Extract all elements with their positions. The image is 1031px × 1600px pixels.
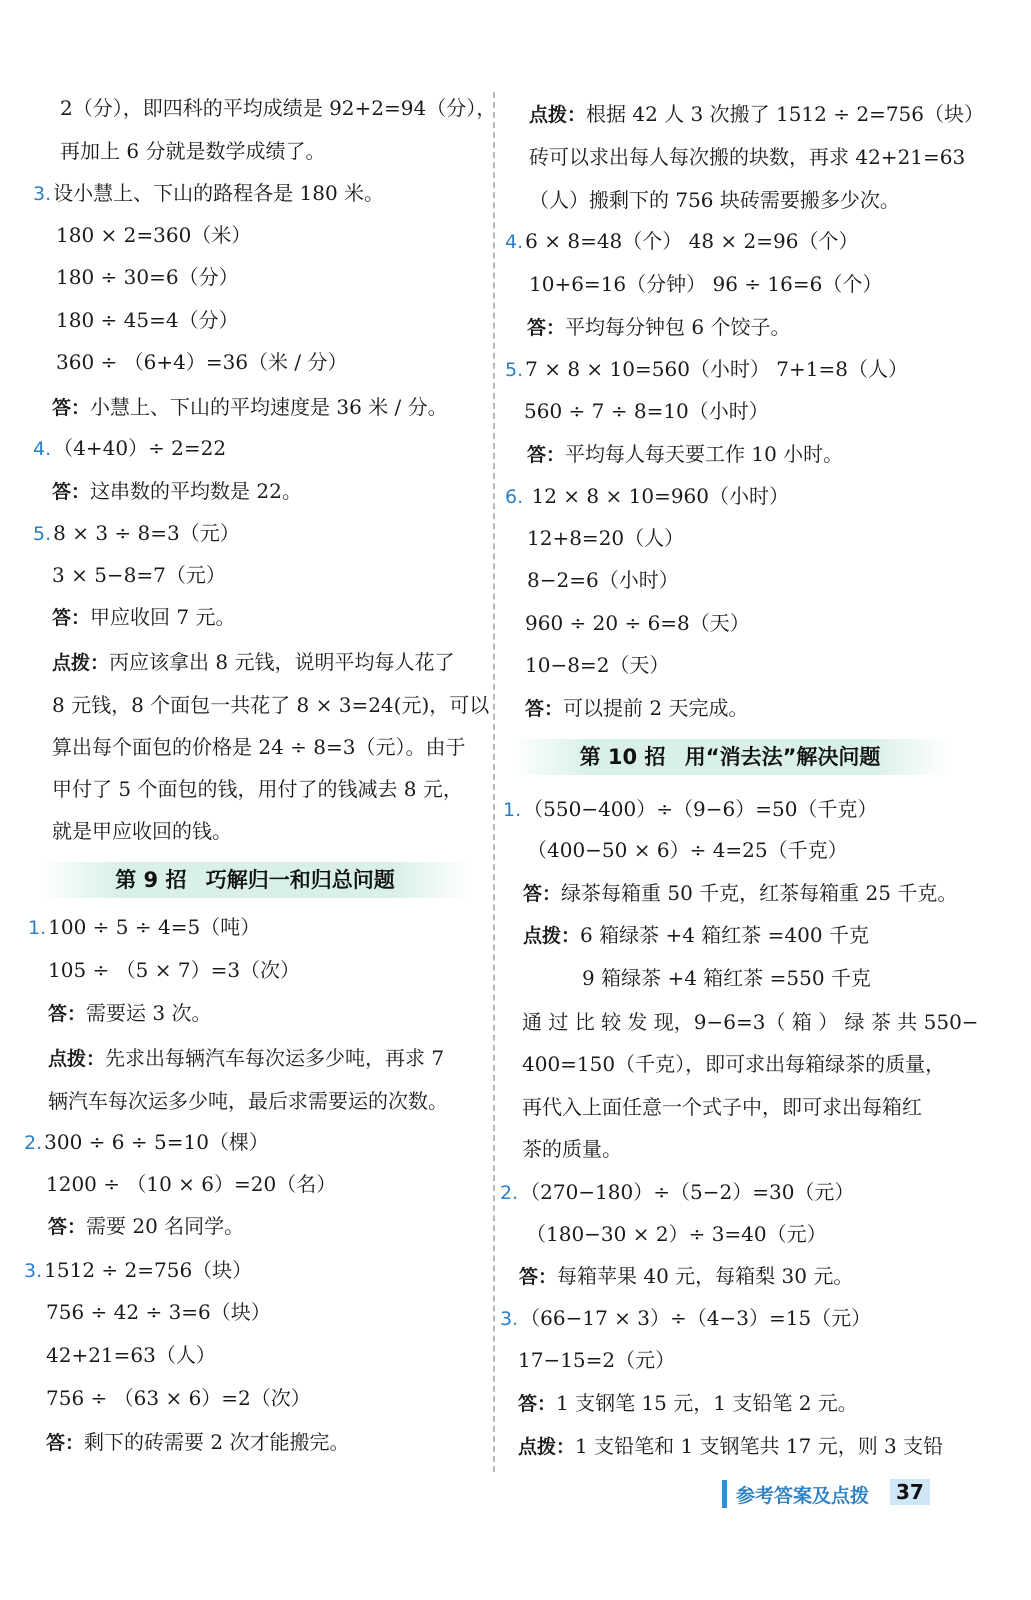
line-text: （66−17 × 3）÷（4−3）=15（元） bbox=[520, 1306, 872, 1330]
line-text: 8 元钱，8 个面包一共花了 8 × 3=24(元)，可以 bbox=[52, 693, 490, 717]
item-number: 4. bbox=[505, 231, 524, 253]
footer-label: 参考答案及点拨 bbox=[736, 1485, 870, 1507]
line-text: （270−180）÷（5−2）=30（元） bbox=[520, 1180, 855, 1204]
line-text: 小慧上、下山的平均速度是 36 米 / 分。 bbox=[90, 395, 448, 419]
line-text: 就是甲应收回的钱。 bbox=[52, 819, 232, 843]
line-text: 400=150（千克），即可求出每箱绿茶的质量， bbox=[522, 1052, 946, 1076]
section-heading-10 bbox=[510, 739, 950, 775]
text-line bbox=[525, 696, 748, 720]
line-text: 甲付了 5 个面包的钱，用付了的钱减去 8 元， bbox=[52, 777, 463, 801]
text-line bbox=[28, 915, 260, 939]
line-text: （400−50 × 6）÷ 4=25（千克） bbox=[527, 838, 848, 862]
text-line bbox=[48, 1001, 211, 1025]
answer-label: 答： bbox=[523, 883, 562, 905]
item-number: 5. bbox=[505, 359, 524, 381]
line-text: 剩下的砖需要 2 次才能搬完。 bbox=[84, 1430, 350, 1454]
item-number: 1. bbox=[28, 917, 47, 939]
text-line bbox=[52, 650, 454, 674]
line-text: 根据 42 人 3 次搬了 1512 ÷ 2=756（块） bbox=[586, 102, 985, 126]
text-line bbox=[60, 139, 325, 163]
text-line bbox=[523, 881, 957, 905]
item-number: 3. bbox=[500, 1308, 519, 1330]
text-line bbox=[522, 1052, 945, 1076]
text-line bbox=[52, 605, 235, 629]
text-line bbox=[505, 229, 858, 253]
text-line bbox=[529, 272, 882, 296]
text-line bbox=[505, 357, 908, 381]
text-line bbox=[52, 777, 463, 801]
answer-label: 答： bbox=[52, 397, 91, 419]
text-line bbox=[56, 223, 251, 247]
text-line bbox=[24, 1130, 269, 1154]
line-text: 6 × 8=48（个） 48 × 2=96（个） bbox=[525, 229, 859, 253]
line-text: 8 × 3 ÷ 8=3（元） bbox=[53, 521, 240, 545]
line-text: 105 ÷ （5 × 7）=3（次） bbox=[48, 958, 301, 982]
text-line bbox=[33, 436, 226, 460]
text-line bbox=[518, 1391, 858, 1415]
text-line bbox=[523, 923, 869, 947]
line-text: （180−30 × 2）÷ 3=40（元） bbox=[526, 1222, 827, 1246]
text-line bbox=[52, 479, 302, 503]
text-line bbox=[33, 181, 384, 205]
answer-label: 答： bbox=[527, 444, 566, 466]
text-line bbox=[500, 1180, 854, 1204]
page-footer bbox=[722, 1478, 922, 1512]
heading-title: 巧解归一和归总问题 bbox=[205, 868, 395, 892]
heading-title: 用“消去法”解决问题 bbox=[684, 745, 881, 769]
answer-label: 答： bbox=[52, 481, 91, 503]
answer-label: 答： bbox=[525, 698, 564, 720]
line-text: 1 支钢笔 15 元，1 支铅笔 2 元。 bbox=[556, 1391, 858, 1415]
text-line bbox=[527, 442, 843, 466]
answer-label: 答： bbox=[52, 607, 91, 629]
text-line bbox=[529, 188, 900, 212]
text-line bbox=[52, 395, 448, 419]
line-text: 6 箱绿茶 +4 箱红茶 =400 千克 bbox=[580, 923, 869, 947]
line-text: 需要 20 名同学。 bbox=[86, 1214, 245, 1238]
line-text: 每箱苹果 40 元，每箱梨 30 元。 bbox=[557, 1264, 854, 1288]
text-line bbox=[48, 1089, 448, 1113]
line-text: 17−15=2（元） bbox=[518, 1348, 676, 1372]
answer-label: 答： bbox=[48, 1003, 87, 1025]
line-text: 8−2=6（小时） bbox=[527, 568, 679, 592]
line-text: 180 ÷ 45=4（分） bbox=[56, 308, 239, 332]
text-line bbox=[60, 96, 496, 120]
item-number: 2. bbox=[24, 1132, 43, 1154]
text-line bbox=[529, 145, 965, 169]
text-line bbox=[48, 1046, 444, 1070]
line-text: 需要运 3 次。 bbox=[86, 1001, 212, 1025]
text-line bbox=[525, 611, 750, 635]
line-text: 算出每个面包的价格是 24 ÷ 8=3（元）。由于 bbox=[52, 735, 466, 759]
line-text: 甲应收回 7 元。 bbox=[90, 605, 236, 629]
line-text: 1512 ÷ 2=756（块） bbox=[44, 1258, 253, 1282]
line-text: 再代入上面任意一个式子中，即可求出每箱红 bbox=[522, 1095, 922, 1119]
text-line bbox=[522, 1095, 922, 1119]
line-text: 10−8=2（天） bbox=[525, 653, 670, 677]
text-line bbox=[519, 1264, 853, 1288]
column-divider bbox=[493, 92, 495, 1472]
text-line bbox=[527, 526, 684, 550]
line-text: 1 支铅笔和 1 支钢笔共 17 元，则 3 支铅 bbox=[575, 1434, 944, 1458]
text-line bbox=[48, 1214, 244, 1238]
item-number: 1. bbox=[503, 799, 522, 821]
answer-label: 点拨： bbox=[529, 104, 587, 126]
heading-number: 第 10 招 bbox=[579, 745, 666, 769]
item-number: 4. bbox=[33, 438, 52, 460]
text-line bbox=[518, 1434, 943, 1458]
line-text: 756 ÷ 42 ÷ 3=6（块） bbox=[46, 1300, 271, 1324]
line-text: 可以提前 2 天完成。 bbox=[563, 696, 749, 720]
line-text: 平均每人每天要工作 10 小时。 bbox=[565, 442, 844, 466]
text-line bbox=[46, 1172, 336, 1196]
answer-label: 答： bbox=[518, 1393, 557, 1415]
text-line bbox=[500, 1306, 871, 1330]
text-line bbox=[505, 484, 789, 508]
line-text: 砖可以求出每人每次搬的块数，再求 42+21=63 bbox=[529, 145, 966, 169]
item-number: 3. bbox=[33, 183, 52, 205]
line-text: 360 ÷ （6+4）=36（米 / 分） bbox=[56, 350, 348, 374]
text-line bbox=[52, 563, 226, 587]
text-line bbox=[522, 1010, 979, 1034]
answer-label: 点拨： bbox=[48, 1048, 106, 1070]
line-text: 9 箱绿茶 +4 箱红茶 =550 千克 bbox=[582, 966, 871, 990]
line-text: 这串数的平均数是 22。 bbox=[90, 479, 302, 503]
answer-label: 答： bbox=[48, 1216, 87, 1238]
line-text: 绿茶每箱重 50 千克，红茶每箱重 25 千克。 bbox=[561, 881, 958, 905]
text-line bbox=[524, 399, 769, 423]
line-text: 茶的质量。 bbox=[522, 1137, 622, 1161]
text-line bbox=[46, 1430, 349, 1454]
text-line bbox=[56, 350, 348, 374]
answer-label: 点拨： bbox=[523, 925, 581, 947]
answer-label: 答： bbox=[46, 1432, 85, 1454]
answer-label: 答： bbox=[527, 317, 566, 339]
line-text: 3 × 5−8=7（元） bbox=[52, 563, 226, 587]
line-text: 10+6=16（分钟） 96 ÷ 16=6（个） bbox=[529, 272, 883, 296]
text-line bbox=[33, 521, 240, 545]
line-text: 560 ÷ 7 ÷ 8=10（小时） bbox=[524, 399, 769, 423]
line-text: （4+40）÷ 2=22 bbox=[53, 436, 227, 460]
line-text: 1200 ÷ （10 × 6）=20（名） bbox=[46, 1172, 337, 1196]
heading-number: 第 9 招 bbox=[115, 868, 187, 892]
text-line bbox=[56, 265, 239, 289]
line-text: 辆汽车每次运多少吨，最后求需要运的次数。 bbox=[48, 1089, 448, 1113]
text-line bbox=[527, 568, 679, 592]
text-line bbox=[56, 308, 239, 332]
line-text: 设小慧上、下山的路程各是 180 米。 bbox=[53, 181, 385, 205]
line-text: 再加上 6 分就是数学成绩了。 bbox=[60, 139, 326, 163]
text-line bbox=[522, 1137, 622, 1161]
item-number: 5. bbox=[33, 523, 52, 545]
line-text: 180 ÷ 30=6（分） bbox=[56, 265, 239, 289]
line-text: 756 ÷ （63 × 6）=2（次） bbox=[46, 1386, 311, 1410]
section-heading-9 bbox=[40, 862, 470, 898]
text-line bbox=[582, 966, 871, 990]
line-text: 12+8=20（人） bbox=[527, 526, 685, 550]
line-text: 平均每分钟包 6 个饺子。 bbox=[565, 315, 791, 339]
answer-label: 答： bbox=[519, 1266, 558, 1288]
footer-accent-bar bbox=[722, 1480, 727, 1508]
answer-label: 点拨： bbox=[52, 652, 110, 674]
line-text: 7 × 8 × 10=560（小时） 7+1=8（人） bbox=[525, 357, 908, 381]
text-line bbox=[525, 653, 669, 677]
line-text: 12 × 8 × 10=960（小时） bbox=[525, 484, 789, 508]
line-text: 2（分），即四科的平均成绩是 92+2=94（分）， bbox=[60, 96, 497, 120]
text-line bbox=[52, 693, 489, 717]
line-text: 通 过 比 较 发 现，9−6=3（ 箱 ） 绿 茶 共 550− bbox=[522, 1010, 979, 1034]
text-line bbox=[526, 1222, 827, 1246]
text-line bbox=[503, 797, 877, 821]
item-number: 6. bbox=[505, 486, 524, 508]
text-line bbox=[529, 102, 984, 126]
text-line bbox=[24, 1258, 252, 1282]
text-line bbox=[46, 1343, 216, 1367]
text-line bbox=[52, 819, 232, 843]
item-number: 2. bbox=[500, 1182, 519, 1204]
line-text: 300 ÷ 6 ÷ 5=10（棵） bbox=[44, 1130, 269, 1154]
text-line bbox=[52, 735, 466, 759]
line-text: 180 × 2=360（米） bbox=[56, 223, 252, 247]
line-text: 960 ÷ 20 ÷ 6=8（天） bbox=[525, 611, 750, 635]
text-line bbox=[48, 958, 300, 982]
page-number: 37 bbox=[890, 1479, 930, 1505]
line-text: 42+21=63（人） bbox=[46, 1343, 216, 1367]
text-line bbox=[46, 1386, 311, 1410]
text-line bbox=[518, 1348, 675, 1372]
text-line bbox=[46, 1300, 271, 1324]
line-text: （人）搬剩下的 756 块砖需要搬多少次。 bbox=[529, 188, 900, 212]
line-text: 先求出每辆汽车每次运多少吨，再求 7 bbox=[105, 1046, 445, 1070]
line-text: 100 ÷ 5 ÷ 4=5（吨） bbox=[48, 915, 261, 939]
text-line bbox=[527, 315, 790, 339]
answer-label: 点拨： bbox=[518, 1436, 576, 1458]
line-text: （550−400）÷（9−6）=50（千克） bbox=[523, 797, 878, 821]
line-text: 丙应该拿出 8 元钱，说明平均每人花了 bbox=[109, 650, 455, 674]
item-number: 3. bbox=[24, 1260, 43, 1282]
text-line bbox=[527, 838, 848, 862]
